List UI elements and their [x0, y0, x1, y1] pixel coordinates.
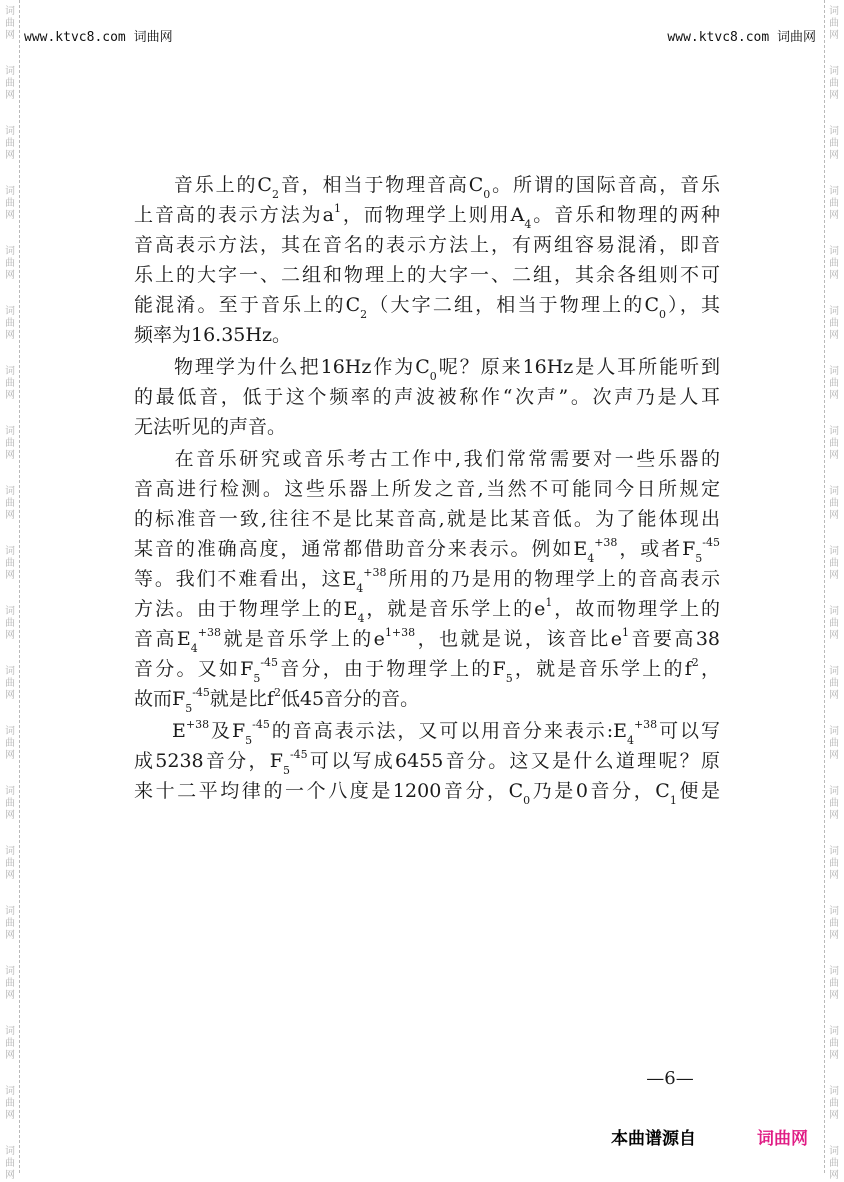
footer-brand-link[interactable]: 词曲网 — [757, 1129, 808, 1149]
text-line: 无法听见的声音。 — [134, 416, 287, 438]
margin-watermark-glyphs: 词 曲 网 — [5, 66, 15, 101]
margin-watermark-glyphs: 词 曲 网 — [829, 186, 839, 221]
margin-watermark-glyphs: 词 曲 网 — [829, 726, 839, 761]
margin-watermark-glyphs: 词 曲 网 — [829, 1026, 839, 1061]
text-line: 在音乐研究或音乐考古工作中,我们常常需要对一些乐器的 — [172, 448, 720, 470]
margin-watermark-glyphs: 词 曲 网 — [829, 246, 839, 281]
text-line: 某音的准确高度，通常都借助音分来表示。例如$E_4^{+38}$，或者$F_5^{-45}$ — [134, 535, 721, 565]
margin-watermark-glyphs: 词 曲 网 — [5, 1146, 15, 1181]
margin-watermark-glyphs: 词 曲 网 — [5, 126, 15, 161]
header-site-left: www.ktvc8.com 词曲网 — [24, 30, 173, 45]
margin-watermark-glyphs: 词 曲 网 — [5, 1086, 15, 1121]
margin-watermark-glyphs: 词 曲 网 — [5, 606, 15, 641]
margin-watermark-glyphs: 词 曲 网 — [829, 426, 839, 461]
margin-watermark-glyphs: 词 曲 网 — [829, 906, 839, 941]
margin-watermark-glyphs: 词 曲 网 — [829, 486, 839, 521]
text-line: 音高表示方法，其在音名的表示方法上，有两组容易混淆，即音 — [134, 234, 720, 256]
margin-watermark-glyphs: 词 曲 网 — [5, 6, 15, 41]
paragraph — [134, 170, 720, 350]
right-margin-watermark — [824, 0, 844, 1181]
left-dashed-border — [19, 0, 20, 1173]
margin-watermark-glyphs: 词 曲 网 — [829, 306, 839, 341]
right-dashed-border — [824, 0, 825, 1173]
margin-watermark-glyphs: 词 曲 网 — [5, 186, 15, 221]
text-line: 音乐上的$C_2$音，相当于物理音高$C_0$。所谓的国际音高，音乐 — [172, 174, 720, 201]
margin-watermark-glyphs: 词 曲 网 — [5, 786, 15, 821]
margin-watermark-glyphs: 词 曲 网 — [829, 366, 839, 401]
margin-watermark-glyphs: 词 曲 网 — [829, 66, 839, 101]
margin-watermark-glyphs: 词 曲 网 — [5, 966, 15, 1001]
text-line: 的最低音，低于这个频率的声波被称作“次声”。次声乃是人耳 — [134, 386, 720, 408]
margin-watermark-glyphs: 词 曲 网 — [5, 1026, 15, 1061]
margin-watermark-glyphs: 词 曲 网 — [829, 546, 839, 581]
margin-watermark-glyphs: 词 曲 网 — [5, 906, 15, 941]
margin-watermark-glyphs: 词 曲 网 — [829, 1146, 839, 1181]
text-line: 成5238音分，$F_5^{-45}$可以写成6455音分。这又是什么道理呢？原 — [134, 747, 720, 777]
margin-watermark-glyphs: 词 曲 网 — [829, 1086, 839, 1121]
text-line: 的标准音一致,往往不是比某音高,就是比某音低。为了能体现出 — [134, 508, 720, 530]
margin-watermark-glyphs: 词 曲 网 — [5, 726, 15, 761]
margin-watermark-glyphs: 词 曲 网 — [829, 6, 839, 41]
page-number: —6— — [646, 1068, 694, 1089]
text-line: 等。我们不难看出，这$E_4^{+38}$所用的乃是用的物理学上的音高表示 — [134, 565, 720, 595]
header-site-right: www.ktvc8.com 词曲网 — [667, 30, 816, 45]
text-line: 频率为16.35Hz。 — [134, 324, 291, 346]
text-line: 方法。由于物理学上的$E_4$，就是音乐学上的$e^1$，故而物理学上的 — [134, 595, 720, 625]
text-line: 故而$F_5^{-45}$就是比$f^2$低45音分的音。 — [134, 685, 420, 715]
left-margin-watermark — [0, 0, 20, 1181]
margin-watermark-glyphs: 词 曲 网 — [829, 126, 839, 161]
text-line: 能混淆。至于音乐上的$C_2$（大字二组，相当于物理上的$C_0$），其 — [134, 294, 720, 321]
text-line: 来十二平均律的一个八度是1200音分，$C_0$乃是0音分，$C_1$便是 — [134, 780, 720, 807]
paragraph — [134, 716, 720, 806]
margin-watermark-glyphs: 词 曲 网 — [5, 846, 15, 881]
margin-watermark-glyphs: 词 曲 网 — [829, 786, 839, 821]
margin-watermark-glyphs: 词 曲 网 — [5, 486, 15, 521]
text-line: $E^{+38}$及$F_5^{-45}$的音高表示法，又可以用音分来表示$:E_4^{+38}$可以写 — [172, 717, 720, 747]
document-body — [134, 170, 720, 808]
text-line: 乐上的大字一、二组和物理上的大字一、二组，其余各组则不可 — [134, 264, 720, 286]
text-line: 上音高的表示方法为$a^1$，而物理学上则用$A_4$。音乐和物理的两种 — [134, 201, 720, 231]
margin-watermark-glyphs: 词 曲 网 — [5, 246, 15, 281]
margin-watermark-glyphs: 词 曲 网 — [829, 666, 839, 701]
margin-watermark-glyphs: 词 曲 网 — [5, 366, 15, 401]
margin-watermark-glyphs: 词 曲 网 — [829, 606, 839, 641]
text-line: 音高进行检测。这些乐器上所发之音,当然不可能同今日所规定 — [134, 478, 720, 500]
margin-watermark-glyphs: 词 曲 网 — [5, 546, 15, 581]
margin-watermark-glyphs: 词 曲 网 — [5, 426, 15, 461]
text-line: 音分。又如$F_5^{-45}$音分，由于物理学上的$F_5$，就是音乐学上的$f^2$， — [134, 655, 720, 685]
margin-watermark-glyphs: 词 曲 网 — [829, 966, 839, 1001]
paragraph — [134, 352, 720, 442]
footer-source-label: 本曲谱源自 — [611, 1129, 696, 1149]
margin-watermark-glyphs: 词 曲 网 — [5, 666, 15, 701]
text-line: 物理学为什么把16Hz作为$C_0$呢？原来16Hz是人耳所能听到 — [172, 356, 720, 383]
text-line: 音高$E_4^{+38}$就是音乐学上的$e^{1+38}$，也就是说，该音比$e^1$音要高38 — [134, 625, 720, 655]
paragraph — [134, 444, 720, 714]
margin-watermark-glyphs: 词 曲 网 — [5, 306, 15, 341]
margin-watermark-glyphs: 词 曲 网 — [829, 846, 839, 881]
